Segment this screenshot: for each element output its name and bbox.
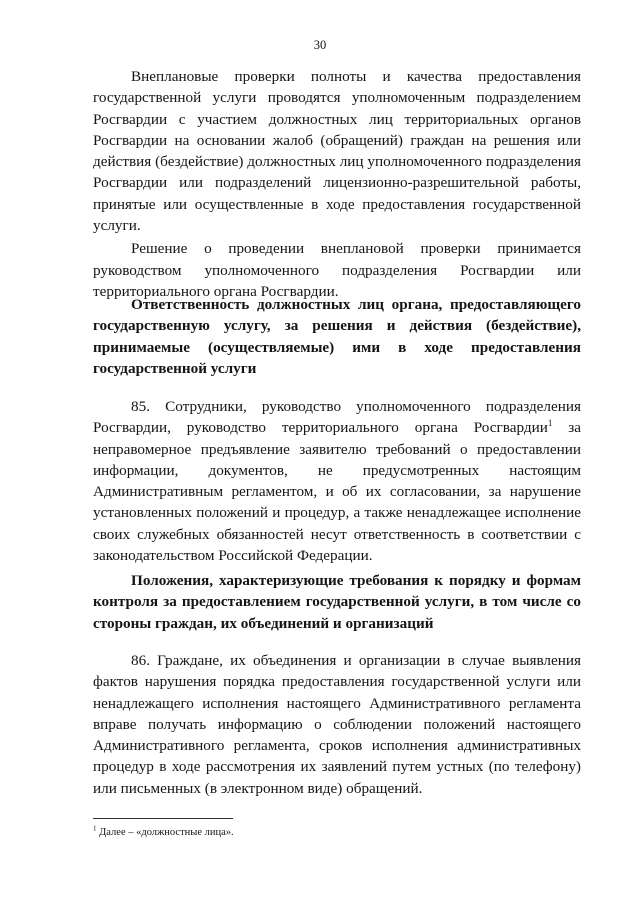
heading-responsibility: Ответственность должностных лиц органа, предоставляющего государственную услугу, за решения и действия (бездействие), принимаемые (осуществляемые) ими в ходе предоставления государственной услуги — [93, 296, 581, 377]
footnote-divider — [93, 818, 233, 819]
footnote-reference: 1 — [547, 418, 553, 429]
section-citizen-control — [93, 650, 581, 799]
footnote-marker: 1 — [93, 824, 97, 833]
paragraph-inspection-decision: Решение о проведении внеплановой проверки принимается руководством уполномоченного подразделения Росгвардии или территориального органа Росгвардии. — [93, 240, 581, 300]
section-responsibility — [93, 396, 581, 566]
footnote — [93, 826, 234, 840]
paragraph-unscheduled-inspections: Внеплановые проверки полноты и качества предоставления государственной услуги проводятся уполномоченным подразделением Росгвардии с участием должностных лиц территориальных органов Росгвардии на основании жалоб (обращений) граждан на решения или действия (бездействие) должностных лиц уполномоченного подразделения Росгвардии или подразделений лицензионно-разрешительной работы, принятые или осуществленные в ходе предоставления государственной услуги. — [93, 68, 581, 235]
paragraph-86: 86. Граждане, их объединения и организации в случае выявления фактов нарушения порядка предоставления государственной услуги или ненадлежащего исполнения настоящего Административного регламента вправе получать информацию о соблюдении положений настоящего Административного регламента, сроков исполнения административных процедур в ходе рассмотрения их заявлений путем устных (по телефону) или письменных (в электронном виде) обращений. — [93, 652, 581, 797]
paragraph-85-continuation: за неправомерное предъявление заявителю требований о предоставлении информации, документов, не предусмотренных настоящим Административным регламентом, и об их согласовании, за нарушение установленных положений и процедур, а также ненадлежащее исполнение своих служебных обязанностей несут ответственность в соответствии с законодательством Российской Федерации. — [93, 419, 581, 565]
page-number: 30 — [313, 38, 327, 52]
section-inspections — [93, 66, 581, 302]
heading-control-provisions: Положения, характеризующие требования к порядку и формам контроля за предоставлением государственной услуги, в том числе со стороны граждан, их объединений и организаций — [93, 572, 581, 632]
footnote-text: Далее – «должностные лица». — [96, 827, 234, 838]
paragraph-85 — [93, 396, 581, 566]
paragraph-85-text: 85. Сотрудники, руководство уполномоченного подразделения Росгвардии, руководство территориального органа Росгвардии — [93, 398, 581, 437]
